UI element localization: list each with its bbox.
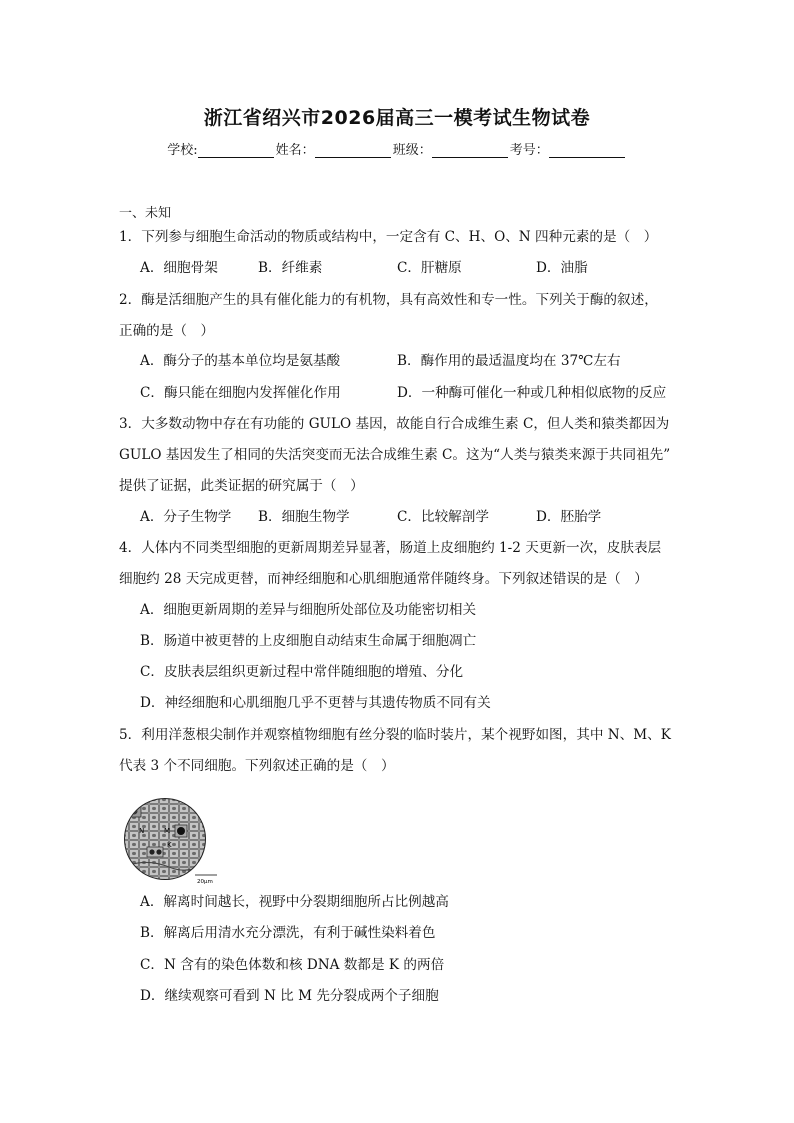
question-4-option-b[interactable]: B．肠道中被更替的上皮细胞自动结束生命属于细胞凋亡 <box>140 633 477 649</box>
question-4-option-a[interactable]: A．细胞更新周期的差异与细胞所处部位及功能密切相关 <box>140 602 477 618</box>
figure-label-m: M <box>164 827 171 835</box>
question-1-option-c[interactable]: C．肝糖原 <box>397 260 462 276</box>
question-3-option-c[interactable]: C．比较解剖学 <box>397 509 489 525</box>
class-label: 班级： <box>392 143 432 158</box>
question-3-line-3: 提供了证据，此类证据的研究属于（ ） <box>119 478 364 494</box>
school-blank[interactable] <box>198 143 274 158</box>
question-5-option-b[interactable]: B．解离后用清水充分漂洗，有利于碱性染料着色 <box>140 925 436 941</box>
exam-no-blank[interactable] <box>549 143 625 158</box>
question-4-option-d[interactable]: D．神经细胞和心肌细胞几乎不更替与其遗传物质不同有关 <box>140 695 491 711</box>
question-4-option-c[interactable]: C．皮肤表层组织更新过程中常伴随细胞的增殖、分化 <box>140 664 464 680</box>
question-2-line-2: 正确的是（ ） <box>119 323 215 339</box>
question-2-option-d[interactable]: D．一种酶可催化一种或几种相似底物的反应 <box>397 385 667 401</box>
question-4-line-2: 细胞约 28 天完成更替，而神经细胞和心肌细胞通常伴随终身。下列叙述错误的是（ ） <box>119 571 648 587</box>
question-1-option-b[interactable]: B．纤维素 <box>258 260 323 276</box>
exam-no-label: 考号： <box>509 143 549 158</box>
question-2-option-b[interactable]: B．酶作用的最适温度均在 37℃左右 <box>397 353 621 369</box>
question-5-option-d[interactable]: D．继续观察可看到 N 比 M 先分裂成两个子细胞 <box>140 988 439 1004</box>
section-title: 一、未知 <box>119 206 172 221</box>
figure-label-n: N <box>139 827 145 835</box>
question-5-option-a[interactable]: A．解离时间越长，视野中分裂期细胞所占比例越高 <box>140 894 449 910</box>
question-5-line-2: 代表 3 个不同细胞。下列叙述正确的是（ ） <box>119 758 395 774</box>
question-3-option-b[interactable]: B．细胞生物学 <box>258 509 350 525</box>
school-label: 学校: <box>167 143 198 158</box>
question-2-option-a[interactable]: A．酶分子的基本单位均是氨基酸 <box>140 353 341 369</box>
scale-bar-label: 20μm <box>197 879 213 885</box>
name-label: 姓名： <box>275 143 315 158</box>
figure-label-k: K <box>167 841 172 849</box>
question-3-line-2: GULO 基因发生了相同的失活突变而无法合成维生素 C。这为“人类与猿类来源于共同祖先” <box>119 447 671 463</box>
question-2-option-c[interactable]: C．酶只能在细胞内发挥催化作用 <box>140 385 341 401</box>
onion-root-tip-micrograph <box>119 795 219 885</box>
question-3-option-a[interactable]: A．分子生物学 <box>140 509 232 525</box>
name-blank[interactable] <box>315 143 391 158</box>
question-3-line-1: 3．大多数动物中存在有功能的 GULO 基因，故能自行合成维生素 C，但人类和猿类都因为 <box>119 416 670 432</box>
question-3-option-d[interactable]: D．胚胎学 <box>536 509 602 525</box>
page-title: 浙江省绍兴市2026届高三一模考试生物试卷 <box>203 107 591 129</box>
student-info-line <box>0 139 794 158</box>
class-blank[interactable] <box>432 143 508 158</box>
question-1-option-a[interactable]: A．细胞骨架 <box>140 260 218 276</box>
question-5-option-c[interactable]: C．N 含有的染色体数和核 DNA 数都是 K 的两倍 <box>140 957 445 973</box>
question-4-line-1: 4．人体内不同类型细胞的更新周期差异显著，肠道上皮细胞约 1-2 天更新一次，皮肤表层 <box>119 540 662 556</box>
question-5-line-1: 5．利用洋葱根尖制作并观察植物细胞有丝分裂的临时装片，某个视野如图，其中 N、M、K <box>119 727 671 743</box>
question-1-line-1: 1．下列参与细胞生命活动的物质或结构中，一定含有 C、H、O、N 四种元素的是（ ） <box>119 229 658 245</box>
question-2-line-1: 2．酶是活细胞产生的具有催化能力的有机物，具有高效性和专一性。下列关于酶的叙述， <box>119 292 658 308</box>
question-1-option-d[interactable]: D．油脂 <box>536 260 588 276</box>
